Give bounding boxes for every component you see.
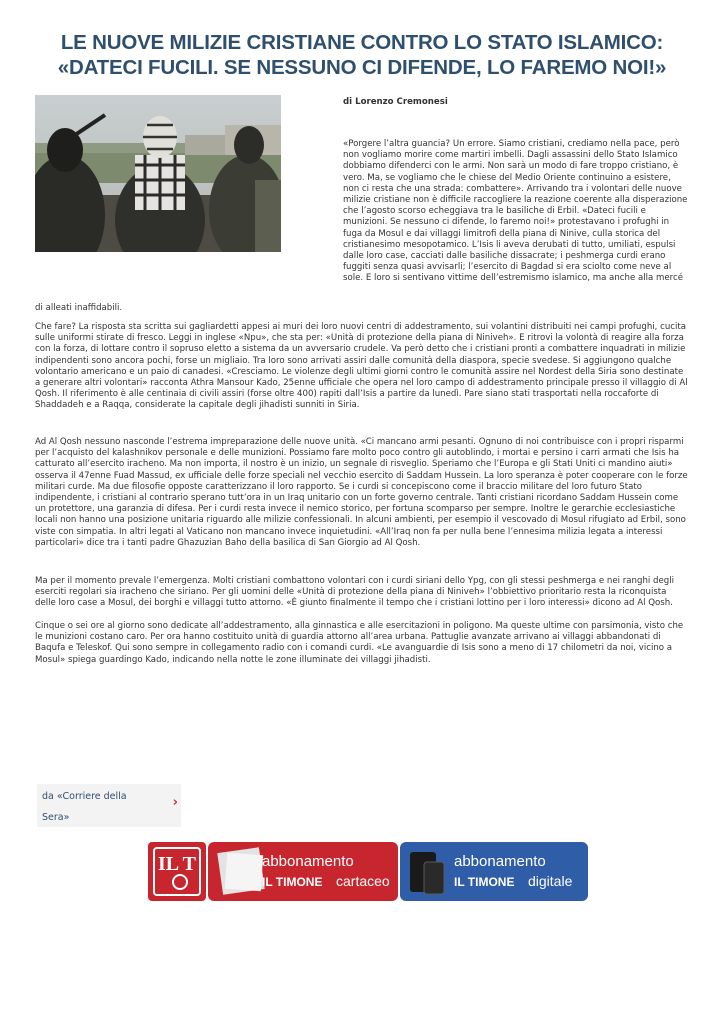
chevron-right-icon: › — [172, 795, 178, 810]
digital-line1: abbonamento — [454, 853, 546, 870]
article-paragraph: Ad Al Qosh nessuno nasconde l’estrema impreparazione delle nuove unità. «Ci mancano armi pesanti. Ognuno di noi contribuisce con i propri risparmi per l’acquisto del kalashnikov personale e delle munizioni. Possiamo fare molto poco contro gli autoblindo, i mortai e persino i carri armati che Isis ha catturato all’esercito iracheno. Ma non importa, il nostro è un inizio, un segnale di risveglio. Speriamo che l’Europa e gli Stati Uniti ci mandino aiuti» osserva il 47enne Fuad Massud, ex ufficiale delle forze speciali nel vecchio esercito di Saddam Hussein. La loro speranza è poter cooperare con le forze militari curde. Ma due filosofie opposte caratterizzano il loro rapporto. Se i curdi si concepiscono come il braccio militare del loro futuro Stato indipendente, i cristiani al contrario sperano tutt’ora in un Iraq unitario con un forte governo centrale. Tanti cristiani ricordano Saddam Hussein come un protettore, una garanzia di difesa. Per i curdi resta invece il nemico storico, per fortuna scomparso per sempre. Inoltre le gerarchie ecclesiastiche locali non hanno una posizione unitaria riguardo alle milizie confessionali. In alcuni ambienti, per esempio il vescovado di Mosul rifugiato ad Erbil, sono viste con simpatia. In altri legati al Vaticano non mancano invece inquietudini. «All’Iraq non fa per nulla bene l’ennesima milizia legata a interessi particolari» dice tra i tanti padre Ghazuzian Baho della basilica di San Giorgio ad Al Qosh. — [35, 437, 688, 548]
article-title: LE NUOVE MILIZIE CRISTIANE CONTRO LO STATO ISLAMICO: «DATECI FUCILI. SE NESSUNO CI DIFENDE, LO FAREMO NOI!» — [57, 31, 667, 79]
article-paragraph: «Porgere l’altra guancia? Un errore. Siamo cristiani, crediamo nella pace, però non vogliamo morire come martiri imbelli. Dagli assassini dello Stato Islamico dobbiamo difenderci con le armi. Non sarà un modo di fare troppo cristiano, è vero. Ma, se vogliamo che le chiese del Medio Oriente continuino a esistere, non ci resta che una strada: combattere». Arrivando tra i volontari delle nuove milizie cristiane non è difficile raccogliere la reazione coerente alla disperazione che l’agosto scorso echeggiava tra le basiliche di Erbil. «Dateci fucili e munizioni. Se nessuno ci difende, lo faremo noi!» protestavano i profughi in fuga da Mosul e dai villaggi limitrofi della piana di Ninive, culla storica del cristianesimo mesopotamico. L’Isis li aveva derubati di tutto, umiliati, espulsi dalle loro case, cacciati dalle basiliche dissacrate; i peshmerga curdi erano fuggiti senza quasi avvisarli; l’esercito di Bagdad si era sciolto come neve al sole. E loro si sentivano vittime dell’estremismo islamico, ma anche alla mercé — [343, 139, 688, 284]
source-link-label: da «Corriere della Sera» — [42, 791, 127, 823]
logo-letters: IL T — [158, 853, 196, 875]
subscription-print-button[interactable] — [208, 842, 398, 901]
article-paragraph: Che fare? La risposta sta scritta sui gagliardetti appesi ai muri dei loro nuovi centri di addestramento, sui volantini distribuiti nei campi profughi, cucita sulle uniformi stirate di fresco. Leggi in inglese «Npu», che sta per: «Unità di protezione della piana di Niniveh». E ritrovi la volontà di reagire alla forza con la forza, di lottare contro il sopruso eletto a sistema da un avversario crudele. Va però detto che i cristiani pronti a combattere inquadrati in milizie indipendenti sono ancora pochi, forse un migliaio. Tra loro sono arrivati assiri dalle comunità della diaspora, specie svedese. Si aggiungono qualche volontario americano e un paio di canadesi. «Cresciamo. Le violenze degli ultimi giorni contro le comunità assire nel Nordest della Siria sono destinate a generare altri volontari» racconta Athra Mansour Kado, 25enne ufficiale che opera nel loro campo di addestramento principale presso il villaggio di Al Qosh. Il riferimento è alle centinaia di civili assiri (forse oltre 400) rapiti dall’Isis a partire da lunedì. Pare siano stati trasportati nella roccaforte di Shaddadeh e a Raqqa, considerate la capitale degli jihadisti sunniti in Siria. — [35, 322, 688, 411]
subscription-digital-button[interactable] — [400, 842, 588, 901]
digital-brand: IL TIMONE — [454, 875, 515, 889]
timone-logo — [148, 842, 206, 901]
print-line1: abbonamento — [262, 853, 354, 870]
digital-line2: digitale — [528, 873, 573, 889]
print-brand: IL TIMONE — [262, 875, 323, 889]
article-paragraph: Ma per il momento prevale l’emergenza. Molti cristiani combattono volontari con i curdi siriani dello Ypg, con gli stessi peshmerga e nei ranghi degli eserciti regolari sia iracheno che siriano. Per gli uomini delle «Unità di protezione della piana di Niniveh» l’obbiettivo prioritario resta la riconquista delle loro case a Mosul, dei borghi e villaggi tutto attorno. «È giunto finalmente il tempo che i cristiani lottino per i loro interessi» dicono ad Al Qosh. — [35, 576, 674, 609]
article-paragraph: di alleati inaffidabili. — [35, 303, 123, 313]
print-line2: cartaceo — [336, 873, 390, 889]
banner-graphic — [148, 840, 588, 903]
subscription-banner — [148, 840, 588, 903]
article-photo — [35, 95, 281, 252]
article-author: di Lorenzo Cremonesi — [343, 97, 448, 107]
article-paragraph: Cinque o sei ore al giorno sono dedicate all’addestramento, alla ginnastica e alle esercitazioni in poligono. Ma queste ultime con parsimonia, visto che le munizioni costano caro. Per ora hanno costituito unità di guardia attorno all’area urbana. Pattuglie avanzate arrivano ai villaggi abbandonati di Baqufa e Teleskof. Qui sono sempre in collegamento radio con i comandi curdi. «Le avanguardie di Isis sono a meno di 17 chilometri da noi, vicino a Mosul» spiega guardingo Kado, indicando nella notte le zone illuminate dei villaggi jihadisti. — [35, 621, 684, 665]
source-link[interactable] — [37, 784, 181, 827]
